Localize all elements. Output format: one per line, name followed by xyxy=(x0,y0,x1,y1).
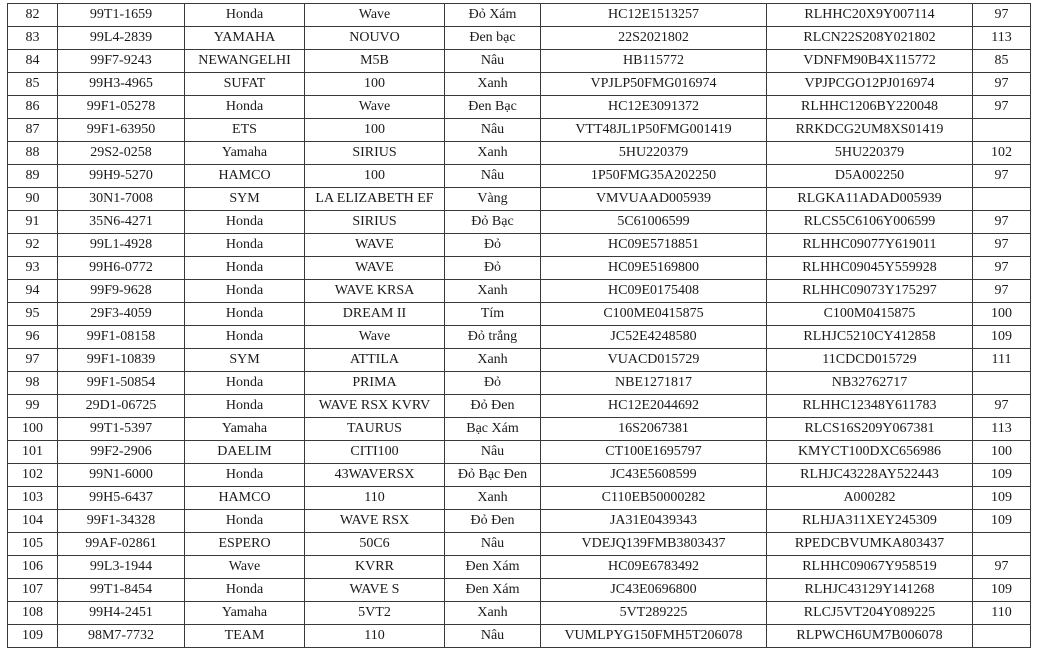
capacity-cell: 109 xyxy=(973,487,1031,510)
table-row xyxy=(8,602,1031,625)
vehicle-table-body xyxy=(8,4,1031,648)
color-cell: Xanh xyxy=(445,349,541,372)
brand-cell: Honda xyxy=(185,579,305,602)
vehicle-table xyxy=(7,3,1031,648)
color-cell: Đen Xám xyxy=(445,579,541,602)
color-cell: Nâu xyxy=(445,625,541,648)
engine-number-cell: VTT48JL1P50FMG001419 xyxy=(541,119,767,142)
engine-number-cell: HC09E6783492 xyxy=(541,556,767,579)
model-cell: TAURUS xyxy=(305,418,445,441)
plate-number-cell: 99H3-4965 xyxy=(58,73,185,96)
table-row xyxy=(8,349,1031,372)
model-cell: 100 xyxy=(305,165,445,188)
color-cell: Đỏ Bạc xyxy=(445,211,541,234)
model-cell: WAVE xyxy=(305,234,445,257)
table-row xyxy=(8,234,1031,257)
engine-number-cell: 22S2021802 xyxy=(541,27,767,50)
engine-number-cell: JA31E0439343 xyxy=(541,510,767,533)
capacity-cell: 97 xyxy=(973,395,1031,418)
model-cell: PRIMA xyxy=(305,372,445,395)
row-number-cell: 82 xyxy=(8,4,58,27)
model-cell: Wave xyxy=(305,326,445,349)
plate-number-cell: 99T1-1659 xyxy=(58,4,185,27)
table-row xyxy=(8,303,1031,326)
frame-number-cell: RLHHC12348Y611783 xyxy=(767,395,973,418)
model-cell: 110 xyxy=(305,625,445,648)
model-cell: WAVE RSX xyxy=(305,510,445,533)
table-row xyxy=(8,441,1031,464)
capacity-cell: 109 xyxy=(973,510,1031,533)
brand-cell: Wave xyxy=(185,556,305,579)
color-cell: Đỏ trắng xyxy=(445,326,541,349)
capacity-cell: 110 xyxy=(973,602,1031,625)
engine-number-cell: VUACD015729 xyxy=(541,349,767,372)
capacity-cell: 97 xyxy=(973,280,1031,303)
plate-number-cell: 99F1-08158 xyxy=(58,326,185,349)
plate-number-cell: 99L3-1944 xyxy=(58,556,185,579)
table-row xyxy=(8,372,1031,395)
row-number-cell: 83 xyxy=(8,27,58,50)
row-number-cell: 97 xyxy=(8,349,58,372)
table-row xyxy=(8,165,1031,188)
plate-number-cell: 29F3-4059 xyxy=(58,303,185,326)
model-cell: SIRIUS xyxy=(305,142,445,165)
table-row xyxy=(8,579,1031,602)
frame-number-cell: 11CDCD015729 xyxy=(767,349,973,372)
brand-cell: SUFAT xyxy=(185,73,305,96)
capacity-cell xyxy=(973,372,1031,395)
color-cell: Xanh xyxy=(445,487,541,510)
color-cell: Nâu xyxy=(445,119,541,142)
engine-number-cell: HC12E2044692 xyxy=(541,395,767,418)
plate-number-cell: 99F1-50854 xyxy=(58,372,185,395)
model-cell: 5VT2 xyxy=(305,602,445,625)
row-number-cell: 109 xyxy=(8,625,58,648)
color-cell: Đỏ Đen xyxy=(445,510,541,533)
table-row xyxy=(8,418,1031,441)
engine-number-cell: HC12E3091372 xyxy=(541,96,767,119)
table-row xyxy=(8,142,1031,165)
engine-number-cell: 16S2067381 xyxy=(541,418,767,441)
engine-number-cell: VMVUAAD005939 xyxy=(541,188,767,211)
frame-number-cell: RLHHC1206BY220048 xyxy=(767,96,973,119)
brand-cell: Honda xyxy=(185,303,305,326)
engine-number-cell: JC43E5608599 xyxy=(541,464,767,487)
table-row xyxy=(8,96,1031,119)
capacity-cell xyxy=(973,625,1031,648)
frame-number-cell: RLHHC20X9Y007114 xyxy=(767,4,973,27)
frame-number-cell: RLHHC09073Y175297 xyxy=(767,280,973,303)
plate-number-cell: 99H6-0772 xyxy=(58,257,185,280)
row-number-cell: 89 xyxy=(8,165,58,188)
engine-number-cell: 5VT289225 xyxy=(541,602,767,625)
brand-cell: Honda xyxy=(185,96,305,119)
frame-number-cell: VDNFM90B4X115772 xyxy=(767,50,973,73)
model-cell: WAVE KRSA xyxy=(305,280,445,303)
table-row xyxy=(8,625,1031,648)
color-cell: Đỏ Đen xyxy=(445,395,541,418)
row-number-cell: 85 xyxy=(8,73,58,96)
capacity-cell xyxy=(973,119,1031,142)
model-cell: Wave xyxy=(305,96,445,119)
row-number-cell: 102 xyxy=(8,464,58,487)
frame-number-cell: D5A002250 xyxy=(767,165,973,188)
model-cell: 100 xyxy=(305,73,445,96)
model-cell: NOUVO xyxy=(305,27,445,50)
brand-cell: HAMCO xyxy=(185,165,305,188)
brand-cell: Honda xyxy=(185,326,305,349)
row-number-cell: 107 xyxy=(8,579,58,602)
model-cell: KVRR xyxy=(305,556,445,579)
brand-cell: ETS xyxy=(185,119,305,142)
capacity-cell: 97 xyxy=(973,211,1031,234)
model-cell: WAVE RSX KVRV xyxy=(305,395,445,418)
capacity-cell: 100 xyxy=(973,303,1031,326)
brand-cell: Honda xyxy=(185,280,305,303)
brand-cell: Yamaha xyxy=(185,142,305,165)
capacity-cell: 109 xyxy=(973,326,1031,349)
row-number-cell: 105 xyxy=(8,533,58,556)
table-row xyxy=(8,27,1031,50)
color-cell: Đen Bạc xyxy=(445,96,541,119)
engine-number-cell: C100ME0415875 xyxy=(541,303,767,326)
color-cell: Đen Xám xyxy=(445,556,541,579)
model-cell: 110 xyxy=(305,487,445,510)
capacity-cell: 97 xyxy=(973,257,1031,280)
brand-cell: SYM xyxy=(185,188,305,211)
plate-number-cell: 99N1-6000 xyxy=(58,464,185,487)
frame-number-cell: RLHJA311XEY245309 xyxy=(767,510,973,533)
frame-number-cell: RLCS16S209Y067381 xyxy=(767,418,973,441)
table-row xyxy=(8,50,1031,73)
table-row xyxy=(8,533,1031,556)
capacity-cell: 109 xyxy=(973,579,1031,602)
brand-cell: DAELIM xyxy=(185,441,305,464)
capacity-cell: 113 xyxy=(973,27,1031,50)
plate-number-cell: 99F1-34328 xyxy=(58,510,185,533)
table-row xyxy=(8,395,1031,418)
model-cell: M5B xyxy=(305,50,445,73)
color-cell: Xanh xyxy=(445,142,541,165)
frame-number-cell: RLHHC09067Y958519 xyxy=(767,556,973,579)
engine-number-cell: 5HU220379 xyxy=(541,142,767,165)
capacity-cell: 97 xyxy=(973,73,1031,96)
color-cell: Đỏ Bạc Đen xyxy=(445,464,541,487)
capacity-cell: 102 xyxy=(973,142,1031,165)
plate-number-cell: 99F9-9628 xyxy=(58,280,185,303)
row-number-cell: 101 xyxy=(8,441,58,464)
brand-cell: TEAM xyxy=(185,625,305,648)
capacity-cell: 97 xyxy=(973,96,1031,119)
table-row xyxy=(8,510,1031,533)
model-cell: WAVE S xyxy=(305,579,445,602)
color-cell: Đỏ xyxy=(445,257,541,280)
table-row xyxy=(8,326,1031,349)
engine-number-cell: 5C61006599 xyxy=(541,211,767,234)
color-cell: Xanh xyxy=(445,602,541,625)
engine-number-cell: 1P50FMG35A202250 xyxy=(541,165,767,188)
capacity-cell: 97 xyxy=(973,4,1031,27)
brand-cell: NEWANGELHI xyxy=(185,50,305,73)
color-cell: Bạc Xám xyxy=(445,418,541,441)
color-cell: Nâu xyxy=(445,533,541,556)
plate-number-cell: 99T1-5397 xyxy=(58,418,185,441)
model-cell: DREAM II xyxy=(305,303,445,326)
color-cell: Nâu xyxy=(445,165,541,188)
engine-number-cell: HC09E0175408 xyxy=(541,280,767,303)
color-cell: Xanh xyxy=(445,280,541,303)
plate-number-cell: 98M7-7732 xyxy=(58,625,185,648)
frame-number-cell: C100M0415875 xyxy=(767,303,973,326)
row-number-cell: 98 xyxy=(8,372,58,395)
row-number-cell: 96 xyxy=(8,326,58,349)
color-cell: Vàng xyxy=(445,188,541,211)
row-number-cell: 92 xyxy=(8,234,58,257)
row-number-cell: 94 xyxy=(8,280,58,303)
brand-cell: Honda xyxy=(185,4,305,27)
row-number-cell: 108 xyxy=(8,602,58,625)
table-row xyxy=(8,188,1031,211)
frame-number-cell: NB32762717 xyxy=(767,372,973,395)
row-number-cell: 87 xyxy=(8,119,58,142)
frame-number-cell: RPEDCBVUMKA803437 xyxy=(767,533,973,556)
capacity-cell: 109 xyxy=(973,464,1031,487)
model-cell: WAVE xyxy=(305,257,445,280)
brand-cell: Yamaha xyxy=(185,418,305,441)
frame-number-cell: RLCN22S208Y021802 xyxy=(767,27,973,50)
row-number-cell: 91 xyxy=(8,211,58,234)
engine-number-cell: NBE1271817 xyxy=(541,372,767,395)
row-number-cell: 100 xyxy=(8,418,58,441)
table-row xyxy=(8,119,1031,142)
color-cell: Tím xyxy=(445,303,541,326)
table-row xyxy=(8,257,1031,280)
frame-number-cell: A000282 xyxy=(767,487,973,510)
table-row xyxy=(8,211,1031,234)
model-cell: 100 xyxy=(305,119,445,142)
row-number-cell: 93 xyxy=(8,257,58,280)
color-cell: Nâu xyxy=(445,441,541,464)
model-cell: 43WAVERSX xyxy=(305,464,445,487)
frame-number-cell: RLHJC5210CY412858 xyxy=(767,326,973,349)
row-number-cell: 90 xyxy=(8,188,58,211)
row-number-cell: 103 xyxy=(8,487,58,510)
frame-number-cell: KMYCT100DXC656986 xyxy=(767,441,973,464)
engine-number-cell: HC12E1513257 xyxy=(541,4,767,27)
brand-cell: Honda xyxy=(185,372,305,395)
plate-number-cell: 99F1-63950 xyxy=(58,119,185,142)
engine-number-cell: C110EB50000282 xyxy=(541,487,767,510)
engine-number-cell: VUMLPYG150FMH5T206078 xyxy=(541,625,767,648)
engine-number-cell: JC43E0696800 xyxy=(541,579,767,602)
frame-number-cell: RRKDCG2UM8XS01419 xyxy=(767,119,973,142)
plate-number-cell: 99F1-05278 xyxy=(58,96,185,119)
color-cell: Đỏ xyxy=(445,372,541,395)
model-cell: Wave xyxy=(305,4,445,27)
table-row xyxy=(8,280,1031,303)
brand-cell: YAMAHA xyxy=(185,27,305,50)
model-cell: ATTILA xyxy=(305,349,445,372)
table-row xyxy=(8,4,1031,27)
brand-cell: Yamaha xyxy=(185,602,305,625)
brand-cell: Honda xyxy=(185,257,305,280)
brand-cell: SYM xyxy=(185,349,305,372)
capacity-cell: 85 xyxy=(973,50,1031,73)
plate-number-cell: 99F1-10839 xyxy=(58,349,185,372)
engine-number-cell: HC09E5718851 xyxy=(541,234,767,257)
engine-number-cell: HC09E5169800 xyxy=(541,257,767,280)
model-cell: CITI100 xyxy=(305,441,445,464)
frame-number-cell: VPJPCGO12PJ016974 xyxy=(767,73,973,96)
row-number-cell: 88 xyxy=(8,142,58,165)
plate-number-cell: 99F7-9243 xyxy=(58,50,185,73)
engine-number-cell: CT100E1695797 xyxy=(541,441,767,464)
table-row xyxy=(8,73,1031,96)
engine-number-cell: HB115772 xyxy=(541,50,767,73)
color-cell: Đỏ Xám xyxy=(445,4,541,27)
row-number-cell: 84 xyxy=(8,50,58,73)
capacity-cell xyxy=(973,188,1031,211)
plate-number-cell: 29S2-0258 xyxy=(58,142,185,165)
capacity-cell: 113 xyxy=(973,418,1031,441)
plate-number-cell: 99H9-5270 xyxy=(58,165,185,188)
row-number-cell: 104 xyxy=(8,510,58,533)
color-cell: Nâu xyxy=(445,50,541,73)
color-cell: Đỏ xyxy=(445,234,541,257)
plate-number-cell: 30N1-7008 xyxy=(58,188,185,211)
capacity-cell: 97 xyxy=(973,165,1031,188)
table-row xyxy=(8,487,1031,510)
brand-cell: Honda xyxy=(185,234,305,257)
model-cell: LA ELIZABETH EF xyxy=(305,188,445,211)
frame-number-cell: 5HU220379 xyxy=(767,142,973,165)
frame-number-cell: RLHJC43129Y141268 xyxy=(767,579,973,602)
color-cell: Đen bạc xyxy=(445,27,541,50)
frame-number-cell: RLHHC09077Y619011 xyxy=(767,234,973,257)
frame-number-cell: RLHHC09045Y559928 xyxy=(767,257,973,280)
row-number-cell: 95 xyxy=(8,303,58,326)
brand-cell: Honda xyxy=(185,395,305,418)
capacity-cell: 100 xyxy=(973,441,1031,464)
brand-cell: HAMCO xyxy=(185,487,305,510)
plate-number-cell: 99T1-8454 xyxy=(58,579,185,602)
capacity-cell xyxy=(973,533,1031,556)
brand-cell: ESPERO xyxy=(185,533,305,556)
capacity-cell: 111 xyxy=(973,349,1031,372)
engine-number-cell: VDEJQ139FMB3803437 xyxy=(541,533,767,556)
row-number-cell: 106 xyxy=(8,556,58,579)
plate-number-cell: 99AF-02861 xyxy=(58,533,185,556)
table-row xyxy=(8,464,1031,487)
model-cell: SIRIUS xyxy=(305,211,445,234)
frame-number-cell: RLCJ5VT204Y089225 xyxy=(767,602,973,625)
frame-number-cell: RLGKA11ADAD005939 xyxy=(767,188,973,211)
brand-cell: Honda xyxy=(185,464,305,487)
capacity-cell: 97 xyxy=(973,234,1031,257)
frame-number-cell: RLCS5C6106Y006599 xyxy=(767,211,973,234)
frame-number-cell: RLHJC43228AY522443 xyxy=(767,464,973,487)
plate-number-cell: 99H5-6437 xyxy=(58,487,185,510)
row-number-cell: 99 xyxy=(8,395,58,418)
capacity-cell: 97 xyxy=(973,556,1031,579)
plate-number-cell: 99L4-2839 xyxy=(58,27,185,50)
frame-number-cell: RLPWCH6UM7B006078 xyxy=(767,625,973,648)
plate-number-cell: 35N6-4271 xyxy=(58,211,185,234)
plate-number-cell: 99F2-2906 xyxy=(58,441,185,464)
color-cell: Xanh xyxy=(445,73,541,96)
brand-cell: Honda xyxy=(185,211,305,234)
plate-number-cell: 29D1-06725 xyxy=(58,395,185,418)
engine-number-cell: VPJLP50FMG016974 xyxy=(541,73,767,96)
plate-number-cell: 99H4-2451 xyxy=(58,602,185,625)
brand-cell: Honda xyxy=(185,510,305,533)
engine-number-cell: JC52E4248580 xyxy=(541,326,767,349)
model-cell: 50C6 xyxy=(305,533,445,556)
table-row xyxy=(8,556,1031,579)
row-number-cell: 86 xyxy=(8,96,58,119)
plate-number-cell: 99L1-4928 xyxy=(58,234,185,257)
